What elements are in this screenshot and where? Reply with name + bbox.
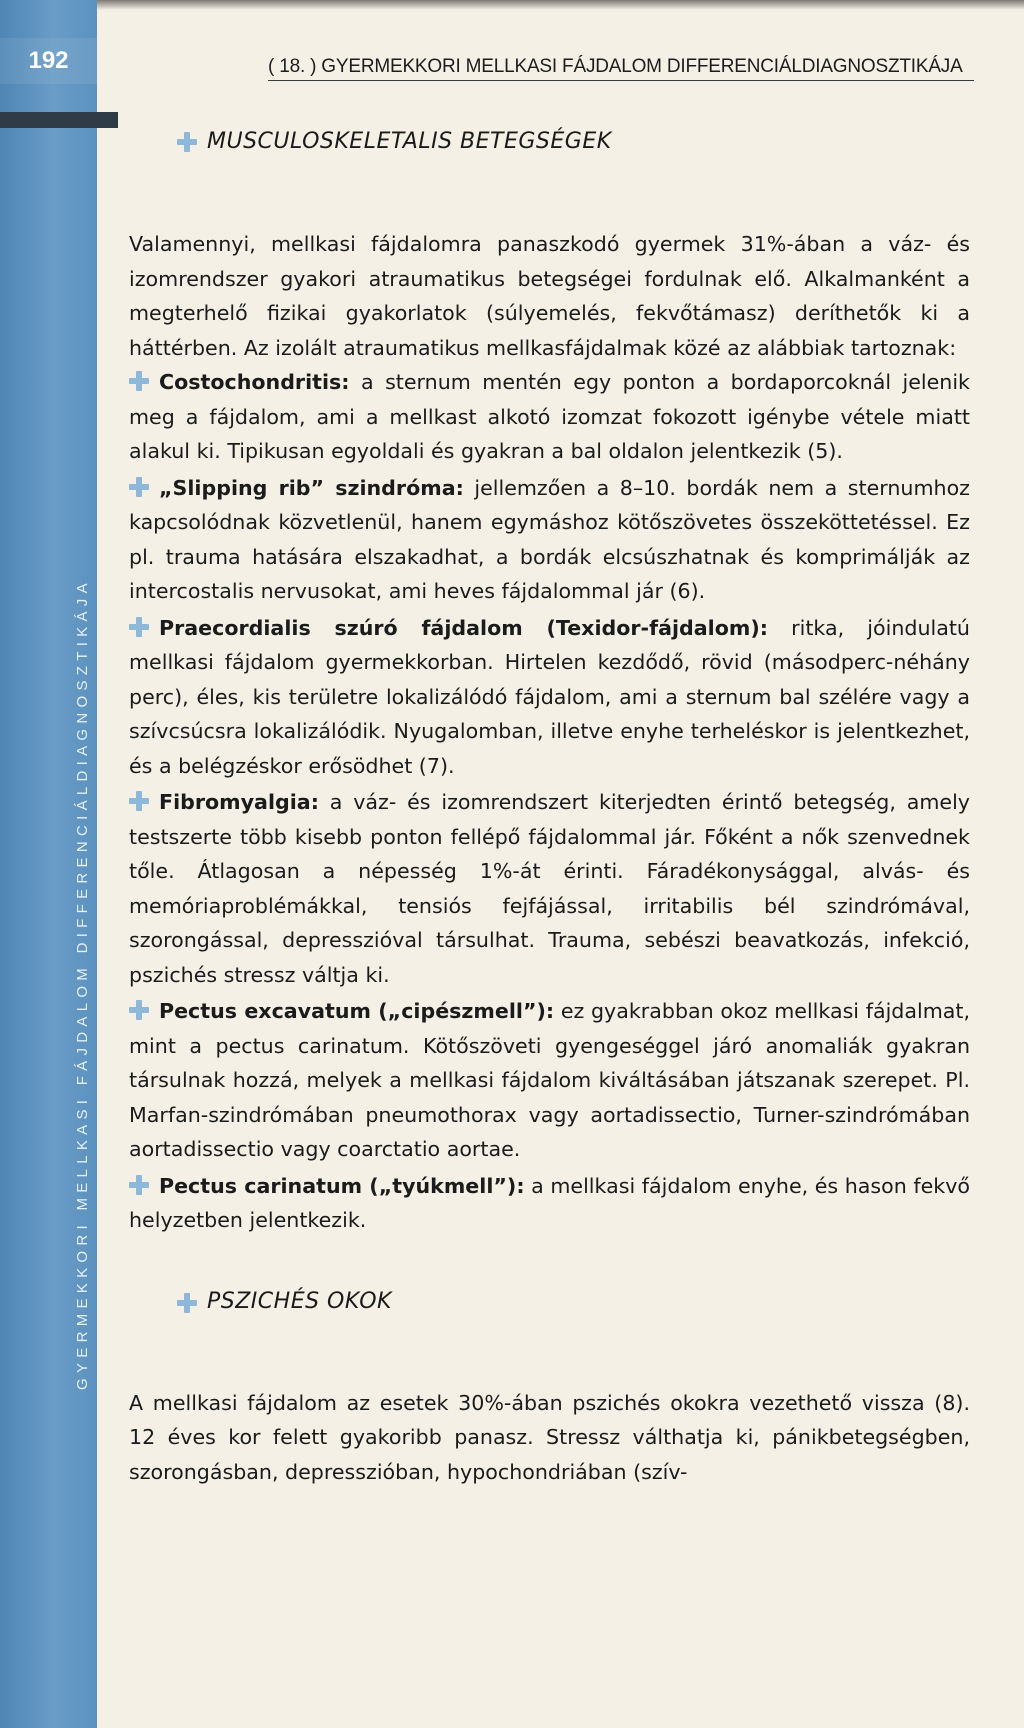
header-rule bbox=[268, 80, 974, 81]
list-item-pectus-carinatum bbox=[129, 1169, 970, 1238]
item-text: ritka, jóindulatú mellkasi fájdalom gyermekkorban. Hirtelen kezdődő, rövid (másodperc-néhány perc), éles, kis területre lokalizálódó fájdalom, ami a sternum bal szélére vagy a szívcsúcsra lokalizálódik. Nyugalomban, illetve enyhe terheléskor is jelentkezhet, és a belégzéskor erősödhet (7). bbox=[129, 615, 970, 778]
item-term: Praecordialis szúró fájdalom (Texidor-fájdalom): bbox=[159, 615, 768, 640]
list-item-slipping-rib bbox=[129, 471, 970, 609]
side-section-marker bbox=[0, 112, 118, 128]
page-edge-shadow bbox=[0, 0, 1024, 10]
plus-bullet-icon bbox=[129, 791, 149, 811]
section-heading-text: PSZICHÉS OKOK bbox=[207, 1289, 392, 1315]
list-item-fibromyalgia bbox=[129, 785, 970, 992]
list-item-costochondritis bbox=[129, 365, 970, 469]
list-item-pectus-excavatum bbox=[129, 994, 970, 1167]
plus-bullet-icon bbox=[177, 132, 197, 152]
item-text: ez gyakrabban okoz mellkasi fájdalmat, mint a pectus carinatum. Kötőszöveti gyengeséggel járó anomaliák gyakran társulnak hozzá, melyek a mellkasi fájdalom kiváltásában játszanak szerepet. Pl. Marfan-szindrómában pneumothorax vagy aortadissectio, Turner-szindrómában aortadissectio vagy coarctatio aortae. bbox=[129, 999, 971, 1161]
item-text: a mellkasi fájdalom enyhe, és hason fekvő helyzetben jelentkezik. bbox=[129, 1173, 970, 1232]
plus-bullet-icon bbox=[129, 371, 149, 391]
list-item-texidor bbox=[129, 611, 970, 784]
plus-bullet-icon bbox=[129, 477, 149, 497]
item-term: Costochondritis: bbox=[159, 370, 350, 394]
psychic-paragraph: A mellkasi fájdalom az esetek 30%-ában pszichés okokra vezethető vissza (8). 12 éves kor felett gyakoribb panasz. Stressz válthatja ki, pánikbetegségben, szorongásban, depresszióban, hypochondriában (szív- bbox=[129, 1390, 970, 1484]
section-heading-psychic bbox=[177, 1286, 970, 1320]
intro-paragraph: Valamennyi, mellkasi fájdalomra panaszkodó gyermek 31%-ában a váz- és izomrendszer gyakori atraumatikus betegségei fordulnak elő. Alkalmanként a megterhelő fizikai gyakorlatok (súlyemelés, fekvőtámasz) deríthetők ki a háttérben. Az izolált atraumatikus mellkasfájdalmak közé az alábbiak tartoznak: bbox=[129, 232, 970, 360]
section-heading-text: MUSCULOSKELETALIS BETEGSÉGEK bbox=[207, 128, 612, 154]
item-term: Pectus carinatum („tyúkmell”): bbox=[159, 1173, 525, 1198]
page-content bbox=[129, 125, 970, 1489]
plus-bullet-icon bbox=[177, 1293, 197, 1313]
running-head: ( 18. ) GYERMEKKORI MELLKASI FÁJDALOM DIFFERENCIÁLDIAGNOSZTIKÁJA bbox=[268, 56, 963, 77]
item-term: Fibromyalgia: bbox=[159, 790, 319, 814]
plus-bullet-icon bbox=[129, 1000, 149, 1020]
page-number: 192 bbox=[0, 38, 97, 84]
plus-bullet-icon bbox=[129, 1175, 149, 1195]
item-text: jellemzően a 8–10. bordák nem a sternumhoz kapcsolódnak közvetlenül, hanem egymáshoz kötőszövetes összeköttetéssel. Ez pl. trauma hatására elszakadhat, a bordák elcsúszhatnak és komprimálják az intercostalis nervusokat, ami heves fájdalommal jár (6). bbox=[129, 475, 970, 603]
item-text: a sternum mentén egy ponton a bordaporcoknál jelenik meg a fájdalom, ami a mellkast alkotó izomzat fokozott igénybe vétele miatt alakul ki. Tipikusan egyoldali és gyakran a bal oldalon jelentkezik (5). bbox=[129, 370, 970, 463]
vertical-chapter-title: GYERMEKKORI MELLKASI FÁJDALOM DIFFERENCIÁLDIAGNOSZTIKÁJA bbox=[74, 578, 91, 1390]
plus-bullet-icon bbox=[129, 617, 149, 637]
item-text: a váz- és izomrendszert kiterjedten érintő betegség, amely testszerte több kisebb ponton fellépő fájdalommal jár. Főként a nők szenvednek tőle. Átlagosan a népesség 1%-át érinti. Fáradékonysággal, alvás- és memóriaproblémákkal, tensiós fejfájással, irritabilis bél szindrómával, szorongással, depresszióval társulhat. Trauma, sebészi beavatkozás, infekció, pszichés stressz váltja ki. bbox=[129, 790, 970, 987]
section-heading-musculoskeletal bbox=[177, 125, 970, 159]
item-term: Pectus excavatum („cipészmell”): bbox=[159, 999, 555, 1023]
item-term: „Slipping rib” szindróma: bbox=[159, 475, 464, 500]
